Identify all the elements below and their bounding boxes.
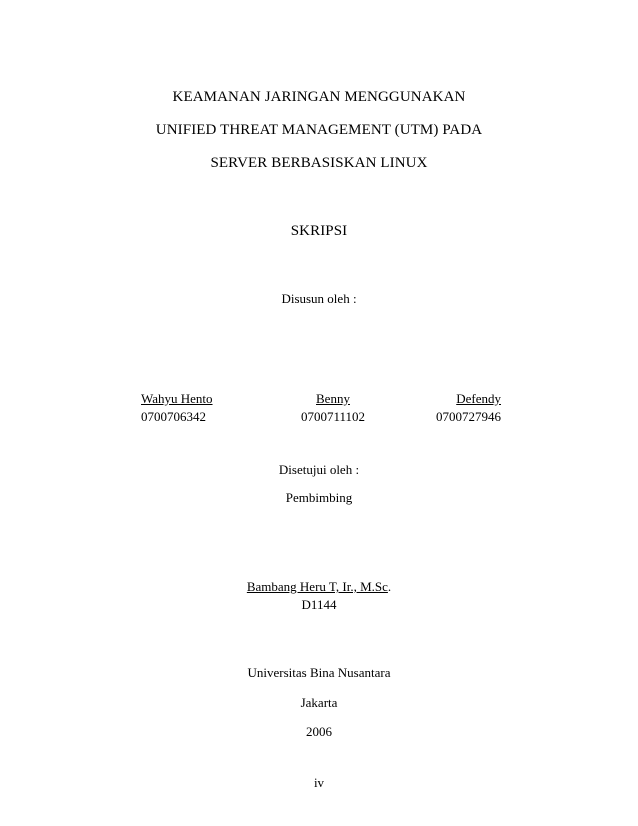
approved-by-label: Disetujui oleh : <box>278 462 360 477</box>
title-line-2: UNIFIED THREAT MANAGEMENT (UTM) PADA <box>155 122 483 138</box>
author-name: Benny <box>316 391 350 406</box>
title-line-1: KEAMANAN JARINGAN MENGGUNAKAN <box>172 89 466 105</box>
advisor-id: D1144 <box>301 597 337 612</box>
advisor-role: Pembimbing <box>285 490 353 505</box>
title-line-3: SERVER BERBASISKAN LINUX <box>210 155 428 171</box>
year: 2006 <box>306 724 332 739</box>
advisor-name <box>0 578 638 596</box>
author-block <box>401 390 501 426</box>
author-block <box>268 390 398 426</box>
advisor-name-text: Bambang Heru T, Ir., M.Sc <box>246 579 388 594</box>
institution: Universitas Bina Nusantara <box>247 665 391 680</box>
page-number: iv <box>313 775 325 790</box>
prepared-by-label: Disusun oleh : <box>281 291 357 306</box>
author-block <box>141 390 213 426</box>
city: Jakarta <box>300 695 338 710</box>
advisor-block <box>0 578 638 614</box>
document-type: SKRIPSI <box>290 223 348 239</box>
author-nim: 0700711102 <box>300 409 366 424</box>
advisor-name-suffix: . <box>387 579 392 594</box>
author-nim: 0700727946 <box>436 409 501 424</box>
author-name: Defendy <box>456 391 501 406</box>
author-name: Wahyu Hento <box>141 391 213 406</box>
author-nim: 0700706342 <box>141 409 206 424</box>
